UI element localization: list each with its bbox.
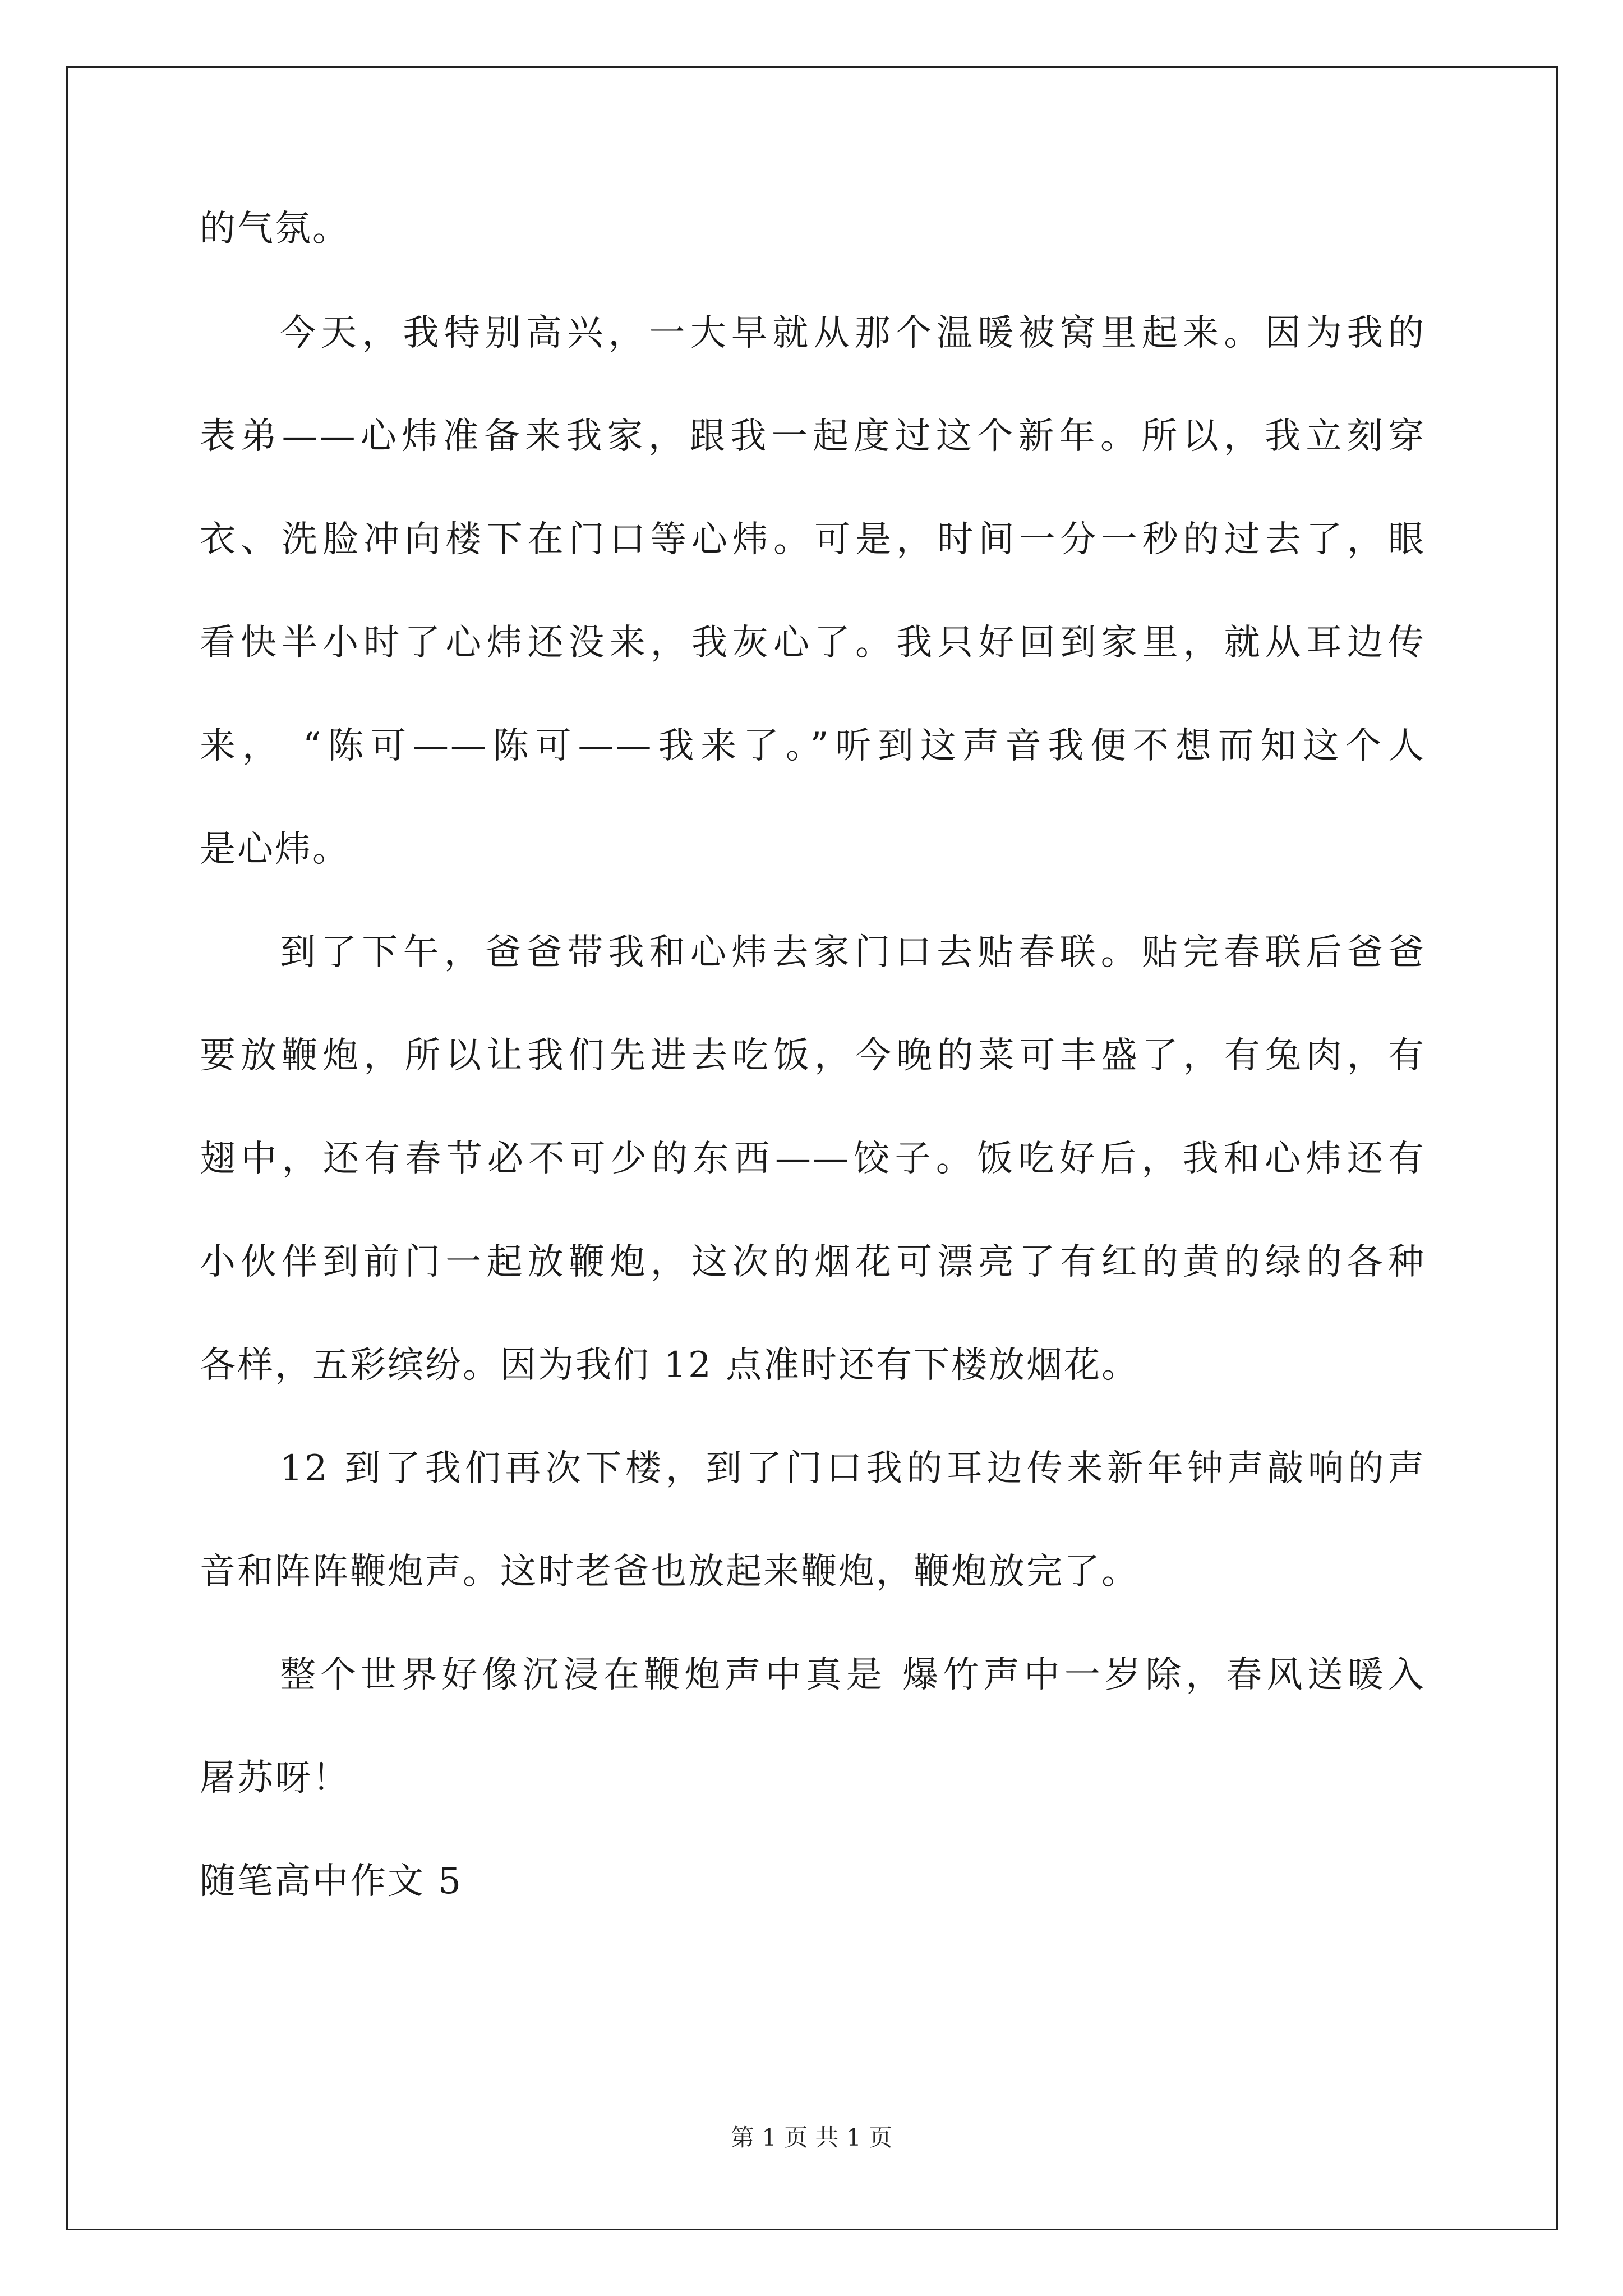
text-line: 音和阵阵鞭炮声。这时老爸也放起来鞭炮，鞭炮放完了。 [200, 1551, 1139, 1593]
text-line: 来， “陈可——陈可——我来了。”听到这声音我便不想而知这个人 [200, 725, 1426, 767]
text-line: 今天，我特别高兴，一大早就从那个温暖被窝里起来。因为我的 [280, 312, 1426, 354]
text-line: 12 到了我们再次下楼，到了门口我的耳边传来新年钟声敲响的声 [280, 1448, 1426, 1489]
text-line: 到了下午，爸爸带我和心炜去家门口去贴春联。贴完春联后爸爸 [280, 932, 1426, 973]
text-line: 衣、洗脸冲向楼下在门口等心炜。可是，时间一分一秒的过去了，眼 [200, 519, 1426, 560]
text-line: 屠苏呀！ [200, 1757, 350, 1799]
text-line: 整个世界好像沉浸在鞭炮声中真是 爆竹声中一岁除，春风送暖入 [280, 1654, 1426, 1696]
text-line: 各样，五彩缤纷。因为我们 12 点准时还有下楼放烟花。 [200, 1345, 1140, 1386]
text-line: 是心炜。 [200, 829, 350, 870]
text-line: 看快半小时了心炜还没来，我灰心了。我只好回到家里，就从耳边传 [200, 622, 1426, 664]
text-line: 的气氛。 [200, 208, 350, 250]
text-line: 表弟——心炜准备来我家，跟我一起度过这个新年。所以，我立刻穿 [200, 416, 1426, 457]
text-line: 翅中，还有春节必不可少的东西——饺子。饭吃好后，我和心炜还有 [200, 1138, 1426, 1180]
page-footer: 第 1 页 共 1 页 [730, 2124, 893, 2151]
text-line: 小伙伴到前门一起放鞭炮，这次的烟花可漂亮了有红的黄的绿的各种 [200, 1241, 1426, 1283]
text-line: 要放鞭炮，所以让我们先进去吃饭，今晚的菜可丰盛了，有兔肉，有 [200, 1035, 1426, 1076]
section-heading: 随笔高中作文 5 [200, 1861, 463, 1902]
